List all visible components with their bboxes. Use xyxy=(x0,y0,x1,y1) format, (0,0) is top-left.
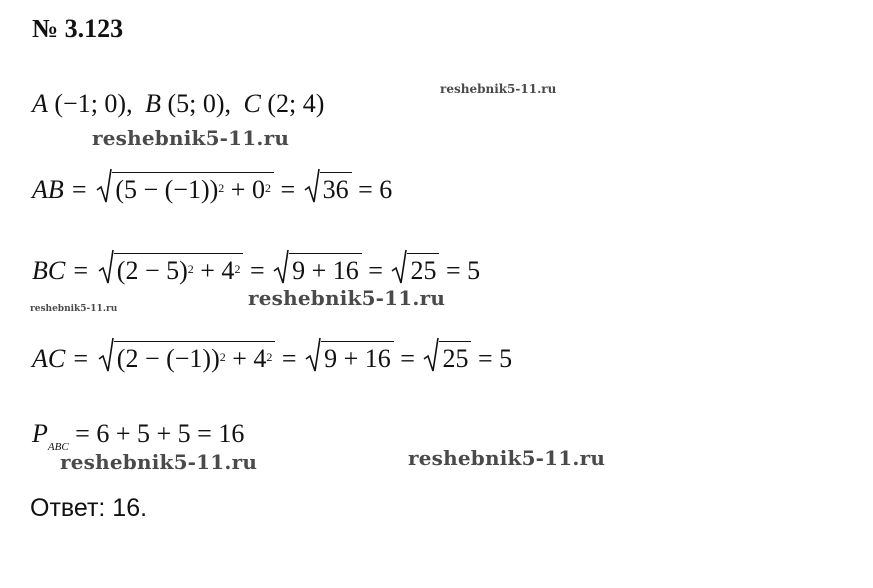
bc-rad3-inner: 25 xyxy=(407,253,439,286)
bc-plus-term: + 4 xyxy=(193,256,235,285)
ac-rad2-inner: 9 + 16 xyxy=(321,341,394,374)
point-b-coords: (5; 0), xyxy=(167,89,232,118)
radical-sign-icon xyxy=(423,337,439,373)
ac-radical-1 xyxy=(98,341,276,378)
bc-eq1: = xyxy=(249,256,265,285)
point-a-coords: (−1; 0), xyxy=(54,89,133,118)
ab-lhs: AB = xyxy=(32,175,88,204)
ac-rad1-inner: (2 − (−1)) xyxy=(116,344,220,373)
radical-sign-icon xyxy=(96,168,112,204)
watermark: reshebnik5-11.ru xyxy=(60,450,258,474)
watermark: reshebnik5-11.ru xyxy=(248,286,446,310)
ac-radical-2 xyxy=(305,341,394,375)
bc-eq2: = xyxy=(368,256,383,285)
ab-rad2-inner: 36 xyxy=(320,172,352,205)
ac-lhs: AC = xyxy=(32,344,90,373)
watermark: reshebnik5-11.ru xyxy=(440,82,557,96)
bc-radical-1 xyxy=(98,253,244,290)
ac-eq1: = xyxy=(281,344,297,373)
radical-sign-icon xyxy=(391,249,407,285)
ac-exp2: 2 xyxy=(266,350,273,364)
ab-radical-1 xyxy=(96,172,274,209)
ab-eq1: = xyxy=(280,175,296,204)
ab-rad1-inner: (5 − (−1)) xyxy=(115,175,219,204)
bc-lhs: BC = xyxy=(32,256,90,285)
ab-radical-2 xyxy=(304,172,352,206)
point-c-coords: (2; 4) xyxy=(267,89,325,118)
bc-exp2: 2 xyxy=(234,262,241,276)
radical-sign-icon xyxy=(273,249,289,285)
points-line xyxy=(32,88,324,120)
radical-sign-icon xyxy=(98,249,114,285)
ac-radical-3 xyxy=(423,341,471,375)
watermark: reshebnik5-11.ru xyxy=(408,446,606,470)
ab-exp2: 2 xyxy=(264,181,271,195)
ab-exp1: 2 xyxy=(218,181,225,195)
perimeter-subscript: ABC xyxy=(47,441,69,453)
bc-radical-3 xyxy=(391,253,439,287)
watermark: reshebnik5-11.ru xyxy=(30,304,118,314)
radical-sign-icon xyxy=(305,337,321,373)
radical-sign-icon xyxy=(98,337,114,373)
ac-rad3-inner: 25 xyxy=(439,341,471,374)
ab-equation xyxy=(32,172,392,209)
ac-eq2: = xyxy=(400,344,415,373)
radical-sign-icon xyxy=(304,168,320,204)
point-c-label: C xyxy=(243,89,261,118)
ac-result: = 5 xyxy=(477,344,513,373)
perimeter-p: P xyxy=(32,419,48,448)
answer-text: Ответ: 16. xyxy=(30,494,148,522)
perimeter-expr: = 6 + 5 + 5 = 16 xyxy=(68,419,245,448)
ab-plus-term: + 0 xyxy=(224,175,265,204)
ac-equation xyxy=(32,341,512,378)
ab-result: = 6 xyxy=(358,175,393,204)
problem-number: № 3.123 xyxy=(32,14,124,43)
point-b-label: B xyxy=(145,89,161,118)
point-a-label: A xyxy=(32,89,48,118)
ac-exp1: 2 xyxy=(219,350,226,364)
ac-plus-term: + 4 xyxy=(225,344,267,373)
bc-rad2-inner: 9 + 16 xyxy=(289,253,362,286)
watermark: reshebnik5-11.ru xyxy=(92,126,290,150)
bc-result: = 5 xyxy=(445,256,481,285)
bc-equation xyxy=(32,253,480,290)
bc-radical-2 xyxy=(273,253,362,287)
bc-rad1-inner: (2 − 5) xyxy=(116,256,188,285)
bc-exp1: 2 xyxy=(187,262,194,276)
